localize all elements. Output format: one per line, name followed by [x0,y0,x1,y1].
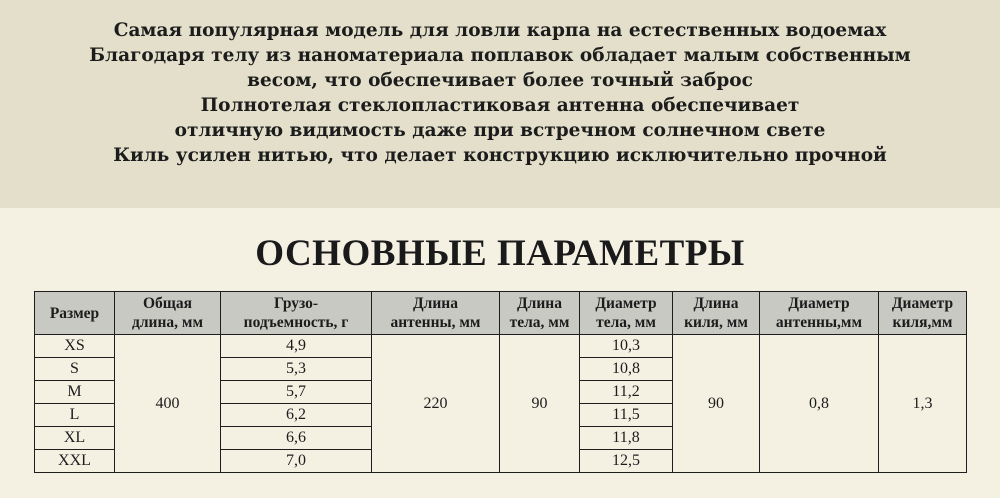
header-keel-diameter [879,292,967,335]
header-body-length [500,292,580,335]
antenna-length-cell: 220 [372,335,500,473]
size-cell: XL [35,427,115,450]
body-diameter-cell: 11,5 [580,404,673,427]
header-line: Диаметр [788,295,850,312]
load-capacity-cell: 7,0 [221,450,372,473]
description-text [0,18,1000,168]
load-capacity-cell: 5,7 [221,381,372,404]
parameters-table [34,291,967,473]
header-line: антенны,мм [775,314,863,331]
header-line: Длина [413,295,458,312]
header-line: антенны, мм [390,314,481,331]
description-line: Благодаря телу из наноматериала поплавок обладает малым собственным [89,45,911,66]
description-line: Полнотелая стеклопластиковая антенна обеспечивает [200,95,800,116]
size-cell: M [35,381,115,404]
header-total-length [115,292,221,335]
load-capacity-cell: 5,3 [221,358,372,381]
keel-diameter-cell: 1,3 [879,335,967,473]
description-panel [0,0,1000,208]
body-diameter-cell: 10,8 [580,358,673,381]
header-size [35,292,115,335]
header-line: Размер [49,304,100,322]
body-diameter-cell: 10,3 [580,335,673,358]
header-line: тела, мм [509,314,570,331]
total-length-cell: 400 [115,335,221,473]
header-line: подъемность, г [243,314,349,331]
description-line: весом, что обеспечивает более точный заброс [247,70,753,91]
size-cell: XXL [35,450,115,473]
header-keel-length [673,292,760,335]
size-cell: S [35,358,115,381]
header-body-diameter [580,292,673,335]
body-length-cell: 90 [500,335,580,473]
header-line: киля,мм [892,314,953,331]
table-row [35,335,967,358]
body-diameter-cell: 11,2 [580,381,673,404]
size-cell: XS [35,335,115,358]
description-line: отличную видимость даже при встречном солнечном свете [174,120,826,141]
table-header-row [35,292,967,335]
header-load-capacity [221,292,372,335]
body-diameter-cell: 12,5 [580,450,673,473]
header-line: длина, мм [131,314,203,331]
header-line: Грузо- [273,295,319,312]
load-capacity-cell: 6,6 [221,427,372,450]
header-line: Длина [693,295,739,312]
header-antenna-length [372,292,500,335]
load-capacity-cell: 4,9 [221,335,372,358]
size-cell: L [35,404,115,427]
description-line: Самая популярная модель для ловли карпа на естественных водоемах [113,20,887,41]
header-line: Диаметр [595,295,657,312]
keel-length-cell: 90 [673,335,760,473]
page-title: ОСНОВНЫЕ ПАРАМЕТРЫ [255,233,745,274]
header-line: Диаметр [891,295,954,312]
header-line: киля, мм [684,314,748,331]
header-line: Длина [517,295,562,312]
body-diameter-cell: 11,8 [580,427,673,450]
header-antenna-diameter [760,292,879,335]
antenna-diameter-cell: 0,8 [760,335,879,473]
load-capacity-cell: 6,2 [221,404,372,427]
header-line: тела, мм [596,314,656,331]
description-line: Киль усилен нитью, что делает конструкцию исключительно прочной [113,145,887,166]
header-line: Общая [142,295,193,312]
